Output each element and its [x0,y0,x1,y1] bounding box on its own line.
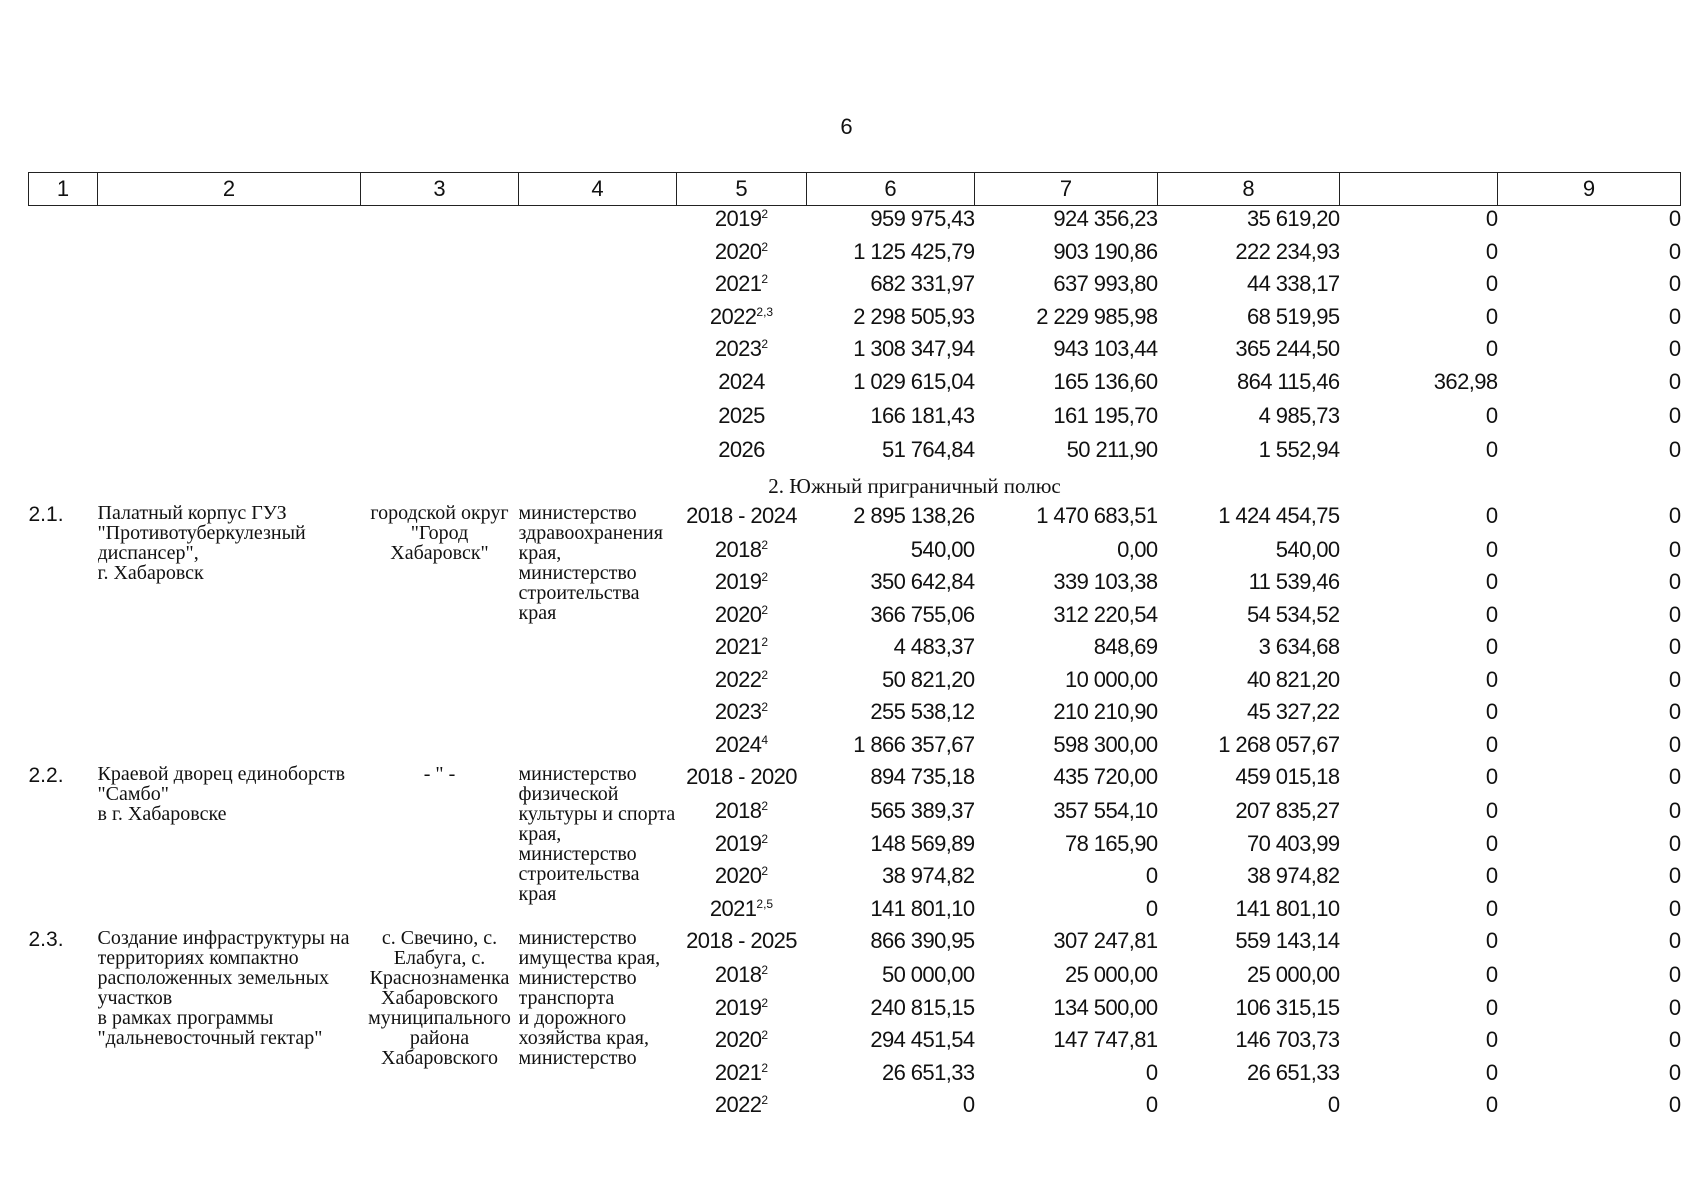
value-cell-c6: 565 389,37 [870,798,975,823]
value-cell-c7: 312 220,54 [1053,601,1158,627]
object-index: 2.3. [28,928,64,951]
section-title: 2. Южный приграничный полюс [768,474,1061,498]
section-row [29,471,1681,503]
year-cell [677,437,807,471]
value-cell-c9b: 0 [1668,962,1681,987]
value-cell-c9a: 0 [1485,699,1498,724]
value-cell-c9a: 0 [1485,798,1498,823]
value-cell-c6: 682 331,97 [870,271,975,296]
value-cell-c9b: 0 [1668,634,1681,659]
value-cell-c9a: 0 [1485,830,1498,856]
value-cell-c8: 68 519,95 [1247,303,1340,329]
value-cell-c7: 0,00 [1117,536,1158,562]
object-name: Создание инфраструктуры на территориях компактно расположенных земельных участков в рамках программы "дальневосточный гектар" [97,928,350,1049]
value-cell-c6: 38 974,82 [882,863,975,888]
year-cell [677,1027,807,1060]
table-row [29,764,1681,798]
value-cell-c8: 106 315,15 [1235,994,1340,1020]
responsible-ministry: министерство физической культуры и спорта края, министерство строительства края [518,764,676,905]
year-cell [677,928,807,962]
value-cell-c6: 350 642,84 [870,569,975,594]
value-cell-c7: 307 247,81 [1053,928,1158,953]
year-text: 2022 [714,1092,762,1117]
value-cell-c7: 903 190,86 [1053,238,1158,264]
year-cell [677,896,807,929]
year-cell [677,271,807,304]
value-cell-c8: 540,00 [1275,536,1340,562]
value-cell-c8: 1 268 057,67 [1218,731,1340,757]
year-footnote: 2 [761,963,769,977]
year-footnote: 2 [761,272,769,286]
value-cell-c9b: 0 [1668,699,1681,724]
value-cell-c9b: 0 [1668,402,1681,428]
value-cell-c9b: 0 [1668,536,1681,562]
year-text: 2025 [718,402,765,428]
value-cell-c8: 3 634,68 [1258,634,1340,659]
value-cell-c7: 435 720,00 [1053,764,1158,789]
value-cell-c9b: 0 [1668,895,1681,921]
value-cell-c6: 26 651,33 [882,1059,975,1085]
header-cell: 2 [98,173,361,206]
year-cell [677,537,807,570]
value-cell-c6: 255 538,12 [870,699,975,724]
year-text: 2018 [714,962,762,987]
year-footnote: 2,5 [756,896,774,911]
year-cell [677,369,807,403]
table-row [29,928,1681,962]
value-cell-c6: 240 815,15 [870,994,975,1020]
year-text: 2022 [709,303,757,329]
value-cell-c9a: 0 [1485,569,1498,594]
year-text: 2018 - 2025 [686,928,797,953]
value-cell-c7: 637 993,80 [1053,271,1158,296]
year-cell [677,1092,807,1125]
year-text: 2021 [714,634,762,659]
responsible-ministry: министерство здравоохранения края, министерство строительства края [518,502,663,624]
year-cell [677,602,807,635]
year-text: 2019 [714,994,762,1020]
header-cell: 5 [677,173,807,206]
value-cell-c9a: 0 [1485,863,1498,888]
value-cell-c8: 141 801,10 [1235,895,1340,921]
value-cell-c9b: 0 [1668,666,1681,692]
value-cell-c8: 38 974,82 [1247,863,1340,888]
value-cell-c9b: 0 [1668,206,1681,231]
value-cell-c8: 1 552,94 [1258,436,1340,462]
value-cell-c6: 141 801,10 [870,895,975,921]
value-cell-c6: 1 866 357,67 [853,731,975,757]
value-cell-c7: 924 356,23 [1053,206,1158,231]
value-cell-c9a: 0 [1485,666,1498,692]
value-cell-c8: 4 985,73 [1258,402,1340,428]
value-cell-c7: 943 103,44 [1053,336,1158,361]
value-cell-c9a: 0 [1485,536,1498,562]
year-footnote: 2 [761,831,769,846]
year-text: 2026 [718,436,765,462]
value-cell-c9a: 0 [1485,402,1498,428]
page-number: 6 [840,114,853,139]
value-cell-c9a: 0 [1485,1092,1498,1117]
year-text: 2018 - 2020 [686,764,797,789]
year-footnote: 4 [761,732,769,747]
year-text: 2018 - 2024 [686,502,797,528]
object-name: Палатный корпус ГУЗ "Противотуберкулезный диспансер", г. Хабаровск [97,502,306,584]
value-cell-c7: 0 [1145,1059,1158,1085]
value-cell-c7: 10 000,00 [1065,666,1158,692]
continued-object-cell [29,206,677,471]
value-cell-c8: 207 835,27 [1235,798,1340,823]
value-cell-c7: 210 210,90 [1053,699,1158,724]
year-text: 2020 [714,238,762,264]
year-text: 2021 [714,1059,762,1085]
year-cell [677,732,807,765]
year-text: 2018 [714,536,762,562]
value-cell-c9a: 0 [1485,206,1498,231]
year-cell [677,699,807,732]
value-cell-c9b: 0 [1668,798,1681,823]
value-cell-c7: 1 470 683,51 [1036,502,1158,528]
value-cell-c8: 0 [1327,1092,1340,1117]
year-footnote: 2 [761,337,769,351]
value-cell-c8: 25 000,00 [1247,962,1340,987]
value-cell-c8: 35 619,20 [1247,206,1340,231]
value-cell-c6: 959 975,43 [870,206,975,231]
year-footnote: 2 [761,700,769,714]
year-cell [677,667,807,700]
value-cell-c9a: 0 [1485,303,1498,329]
value-cell-c7: 0 [1145,863,1158,888]
year-text: 2024 [714,731,762,757]
year-footnote: 2 [761,667,769,682]
value-cell-c6: 866 390,95 [870,928,975,953]
value-cell-c6: 51 764,84 [882,436,975,462]
table-row [29,503,1681,537]
value-cell-c8: 1 424 454,75 [1218,502,1340,528]
value-cell-c8: 45 327,22 [1247,699,1340,724]
year-cell [677,764,807,798]
value-cell-c8: 44 338,17 [1247,271,1340,296]
value-cell-c7: 147 747,81 [1053,1027,1158,1052]
year-text: 2023 [714,699,762,724]
value-cell-c6: 366 755,06 [870,601,975,627]
year-cell [677,403,807,437]
value-cell-c6: 1 125 425,79 [853,238,975,264]
year-text: 2019 [714,206,762,231]
year-cell [677,304,807,337]
value-cell-c9a: 0 [1485,1059,1498,1085]
year-footnote: 2 [761,995,769,1010]
object-index: 2.2. [28,764,64,787]
year-text: 2024 [718,368,765,394]
value-cell-c9b: 0 [1668,336,1681,361]
year-footnote: 2 [761,864,769,878]
value-cell-c9a: 0 [1485,1027,1498,1052]
value-cell-c7: 0 [1145,895,1158,921]
year-footnote: 2 [761,635,769,649]
header-cell: 9 [1498,173,1681,206]
value-cell-c6: 50 821,20 [882,666,975,692]
header-row [29,173,1681,206]
value-cell-c7: 25 000,00 [1065,962,1158,987]
year-text: 2019 [714,830,762,856]
value-cell-c6: 148 569,89 [870,830,975,856]
year-footnote: 2 [761,537,769,552]
year-cell [677,1060,807,1093]
value-cell-c9b: 0 [1668,994,1681,1020]
value-cell-c9a: 0 [1485,994,1498,1020]
value-cell-c9a: 0 [1485,336,1498,361]
value-cell-c9b: 0 [1668,830,1681,856]
year-footnote: 2 [761,1060,769,1075]
year-text: 2019 [714,569,762,594]
header-cell: 7 [975,173,1158,206]
value-cell-c7: 848,69 [1093,634,1158,659]
value-cell-c9b: 0 [1668,569,1681,594]
year-cell [677,863,807,896]
year-footnote: 2 [761,799,769,813]
value-cell-c7: 134 500,00 [1053,994,1158,1020]
header-cell: 1 [29,173,98,206]
value-cell-c9a: 0 [1485,502,1498,528]
header-cell: 8 [1158,173,1340,206]
value-cell-c9a: 0 [1485,271,1498,296]
value-cell-c9a: 0 [1485,928,1498,953]
year-text: 2022 [714,666,762,692]
value-cell-c7: 165 136,60 [1053,368,1158,394]
value-cell-c6: 2 298 505,93 [853,303,975,329]
value-cell-c9b: 0 [1668,502,1681,528]
value-cell-c9b: 0 [1668,436,1681,462]
value-cell-c9a: 0 [1485,634,1498,659]
object-location: городской округ "Город Хабаровск" [370,502,509,564]
value-cell-c6: 894 735,18 [870,764,975,789]
year-cell [677,995,807,1028]
value-cell-c6: 166 181,43 [870,402,975,428]
year-text: 2020 [714,863,762,888]
year-footnote: 2 [761,602,769,617]
value-cell-c6: 540,00 [910,536,975,562]
object-index: 2.1. [28,502,64,526]
value-cell-c8: 54 534,52 [1247,601,1340,627]
value-cell-c9b: 0 [1668,764,1681,789]
value-cell-c9b: 0 [1668,1059,1681,1085]
value-cell-c9b: 0 [1668,601,1681,627]
year-text: 2020 [714,601,762,627]
value-cell-c9a: 0 [1485,436,1498,462]
value-cell-c7: 0 [1145,1092,1158,1117]
value-cell-c6: 2 895 138,26 [853,502,975,528]
value-cell-c8: 40 821,20 [1247,666,1340,692]
value-cell-c8: 26 651,33 [1247,1059,1340,1085]
table-row [29,206,1681,239]
value-cell-c9a: 0 [1485,895,1498,921]
value-cell-c9a: 0 [1485,238,1498,264]
year-footnote: 2 [761,1028,769,1042]
value-cell-c6: 0 [962,1092,975,1117]
budget-table [28,172,1681,1125]
year-footnote: 2 [761,239,769,254]
value-cell-c8: 459 015,18 [1235,764,1340,789]
value-cell-c7: 598 300,00 [1053,731,1158,757]
value-cell-c8: 70 403,99 [1247,830,1340,856]
value-cell-c9a: 0 [1485,962,1498,987]
year-cell [677,569,807,602]
year-text: 2021 [709,895,757,921]
object-location: с. Свечино, с. Елабуга, с. Краснознаменка Хабаровского муниципального района Хабаровского [368,928,511,1069]
year-text: 2021 [714,271,762,296]
value-cell-c9a: 0 [1485,731,1498,757]
value-cell-c8: 146 703,73 [1235,1027,1340,1052]
value-cell-c6: 294 451,54 [870,1027,975,1052]
year-cell [677,962,807,995]
value-cell-c6: 1 308 347,94 [853,336,975,361]
value-cell-c9b: 0 [1668,863,1681,888]
value-cell-c7: 50 211,90 [1066,436,1158,462]
header-cell: 4 [519,173,677,206]
value-cell-c6: 1 029 615,04 [853,368,975,394]
year-text: 2020 [714,1027,762,1052]
value-cell-c9a: 362,98 [1433,368,1498,394]
year-cell [677,239,807,272]
year-cell [677,634,807,667]
value-cell-c7: 2 229 985,98 [1036,303,1158,329]
value-cell-c7: 357 554,10 [1053,798,1158,823]
value-cell-c8: 864 115,46 [1237,368,1340,394]
year-cell [677,336,807,369]
value-cell-c9a: 0 [1485,601,1498,627]
responsible-ministry: министерство имущества края, министерство транспорта и дорожного хозяйства края, министерство [518,928,661,1069]
value-cell-c8: 365 244,50 [1235,336,1340,361]
value-cell-c7: 78 165,90 [1065,830,1158,856]
year-cell [677,798,807,831]
value-cell-c9b: 0 [1668,1027,1681,1052]
value-cell-c6: 4 483,37 [893,634,975,659]
value-cell-c8: 11 539,46 [1248,569,1340,594]
year-text: 2018 [714,798,762,823]
year-footnote: 2 [761,207,769,221]
object-location: - " - [423,764,456,785]
value-cell-c8: 222 234,93 [1235,238,1340,264]
year-cell [677,206,807,239]
year-footnote: 2,3 [756,304,774,319]
value-cell-c9b: 0 [1668,368,1681,394]
year-cell [677,831,807,864]
year-footnote: 2 [761,1093,769,1107]
header-cell [1340,173,1498,206]
header-cell: 6 [807,173,975,206]
value-cell-c6: 50 000,00 [882,962,975,987]
value-cell-c7: 339 103,38 [1053,569,1158,594]
value-cell-c9b: 0 [1668,238,1681,264]
value-cell-c9a: 0 [1485,764,1498,789]
value-cell-c9b: 0 [1668,928,1681,953]
value-cell-c9b: 0 [1668,303,1681,329]
object-name: Краевой дворец единоборств "Самбо" в г. Хабаровске [97,764,346,825]
value-cell-c7: 161 195,70 [1053,402,1158,428]
value-cell-c8: 559 143,14 [1235,928,1340,953]
year-cell [677,503,807,537]
value-cell-c9b: 0 [1668,271,1681,296]
year-text: 2023 [714,336,762,361]
header-cell: 3 [361,173,519,206]
year-footnote: 2 [761,570,769,584]
value-cell-c9b: 0 [1668,1092,1681,1117]
value-cell-c9b: 0 [1668,731,1681,757]
